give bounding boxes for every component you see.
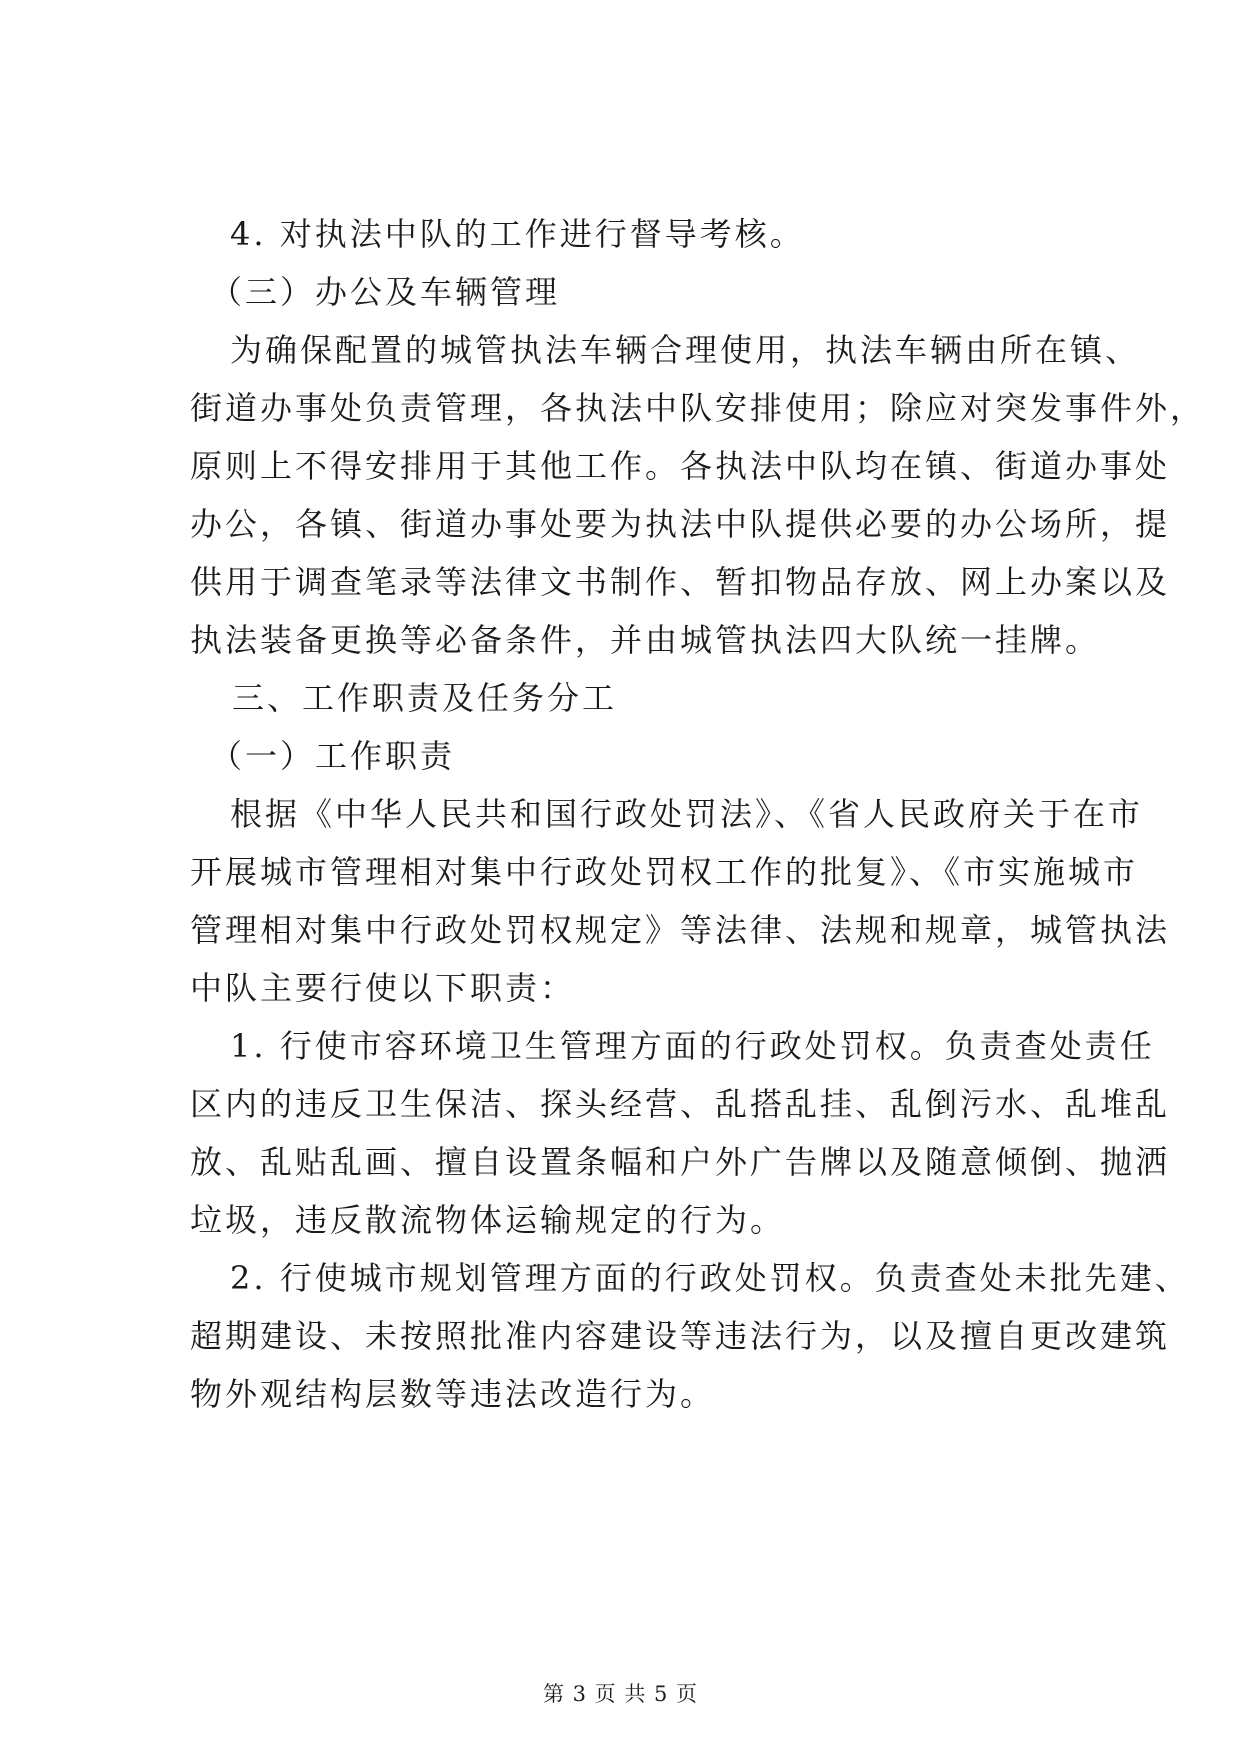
paragraph-line: 根据《中华人民共和国行政处罚法》、《省人民政府关于在市: [230, 795, 1144, 833]
paragraph-line: 超期建设、未按照批准内容建设等违法行为，以及擅自更改建筑: [190, 1317, 1171, 1355]
list-item-4: 4. 对执法中队的工作进行督导考核。: [230, 215, 805, 253]
paragraph-line: 供用于调查笔录等法律文书制作、暂扣物品存放、网上办案以及: [190, 563, 1171, 601]
paragraph-line: 开展城市管理相对集中行政处罚权工作的批复》、《市实施城市: [190, 853, 1139, 891]
subsection-heading-3: （三）办公及车辆管理: [210, 273, 561, 311]
paragraph-line: 街道办事处负责管理，各执法中队安排使用；除应对突发事件外，: [190, 389, 1206, 427]
paragraph-line: 中队主要行使以下职责：: [190, 969, 576, 1007]
paragraph-line: 原则上不得安排用于其他工作。各执法中队均在镇、街道办事处: [190, 447, 1171, 485]
subsection-heading-1: （一）工作职责: [210, 737, 456, 775]
paragraph-line: 为确保配置的城管执法车辆合理使用，执法车辆由所在镇、: [230, 331, 1141, 369]
page-number: 第 3 页 共 5 页: [542, 1682, 699, 1706]
paragraph-line: 物外观结构层数等违法改造行为。: [190, 1375, 716, 1413]
paragraph-line: 垃圾，违反散流物体运输规定的行为。: [190, 1201, 786, 1239]
paragraph-line: 管理相对集中行政处罚权规定》等法律、法规和规章，城管执法: [190, 911, 1171, 949]
paragraph-line: 办公，各镇、街道办事处要为执法中队提供必要的办公场所，提: [190, 505, 1171, 543]
list-item-2: 2. 行使城市规划管理方面的行政处罚权。负责查处未批先建、: [230, 1259, 1190, 1297]
list-item-1: 1. 行使市容环境卫生管理方面的行政处罚权。负责查处责任: [230, 1027, 1155, 1065]
paragraph-line: 执法装备更换等必备条件，并由城管执法四大队统一挂牌。: [190, 621, 1101, 659]
document-body: [190, 205, 1206, 1423]
paragraph-line: 区内的违反卫生保洁、探头经营、乱搭乱挂、乱倒污水、乱堆乱: [190, 1085, 1171, 1123]
paragraph-line: 放、乱贴乱画、擅自设置条幅和户外广告牌以及随意倾倒、抛洒: [190, 1143, 1171, 1181]
section-heading: 三、工作职责及任务分工: [232, 679, 618, 717]
